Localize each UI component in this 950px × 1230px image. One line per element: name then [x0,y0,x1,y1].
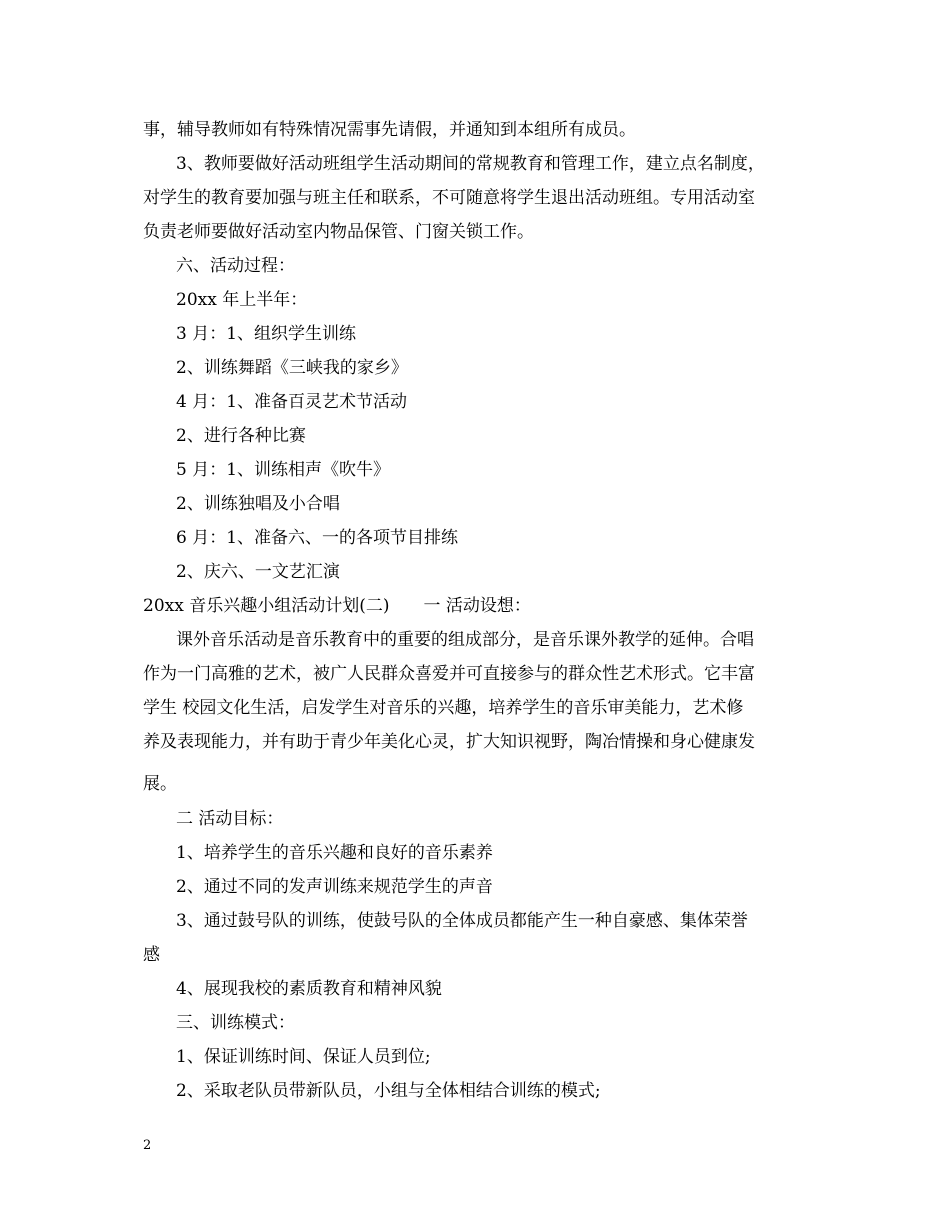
text-line: 2、采取老队员带新队员，小组与全体相结合训练的模式; [176,1081,601,1101]
text-line: 2、通过不同的发声训练来规范学生的声音 [176,877,493,897]
text-line: 事，辅导教师如有特殊情况需事先请假，并通知到本组所有成员。 [143,120,636,140]
text-line: 20xx 年上半年： [176,290,308,310]
section-heading: 六、活动过程： [176,256,295,276]
section-heading: 三、训练模式： [176,1013,295,1033]
text-line: 3、通过鼓号队的训练，使鼓号队的全体成员都能产生一种自豪感、集体荣誉 [176,911,748,931]
text-line: 5 月：1、训练相声《吹牛》 [176,460,391,480]
text-line: 1、保证训练时间、保证人员到位; [176,1047,431,1067]
text-line: 对学生的教育要加强与班主任和联系，不可随意将学生退出活动班组。专用活动室 [143,188,755,208]
text-line: 6 月：1、准备六、一的各项节目排练 [176,528,459,548]
text-line: 养及表现能力，并有助于青少年美化心灵，扩大知识视野，陶冶情操和身心健康发 [143,732,755,752]
text-line: 2、训练独唱及小合唱 [176,494,340,514]
text-line: 3、教师要做好活动班组学生活动期间的常规教育和管理工作，建立点名制度， [176,154,765,174]
section-heading: 二 活动目标： [176,809,284,829]
text-line: 1、培养学生的音乐兴趣和良好的音乐素养 [176,843,493,863]
text-line: 2、训练舞蹈《三峡我的家乡》 [176,358,408,378]
document-title: 20xx 音乐兴趣小组活动计划(二) 一 活动设想： [143,596,531,616]
text-line: 感 [143,945,160,965]
text-line: 学生 校园文化生活，启发学生对音乐的兴趣，培养学生的音乐审美能力，艺术修 [143,698,744,718]
text-line: 作为一门高雅的艺术，被广人民群众喜爱并可直接参与的群众性艺术形式。它丰富 [143,664,755,684]
text-line: 负责老师要做好活动室内物品保管、门窗关锁工作。 [143,222,534,242]
text-line: 课外音乐活动是音乐教育中的重要的组成部分，是音乐课外教学的延伸。合唱 [176,630,754,650]
text-line: 2、进行各种比赛 [176,426,306,446]
text-line: 4 月：1、准备百灵艺术节活动 [176,392,408,412]
page-number: 2 [143,1138,152,1153]
text-line: 3 月：1、组织学生训练 [176,324,357,344]
text-line: 展。 [143,774,177,794]
text-line: 4、展现我校的素质教育和精神风貌 [176,979,442,999]
text-line: 2、庆六、一文艺汇演 [176,562,340,582]
